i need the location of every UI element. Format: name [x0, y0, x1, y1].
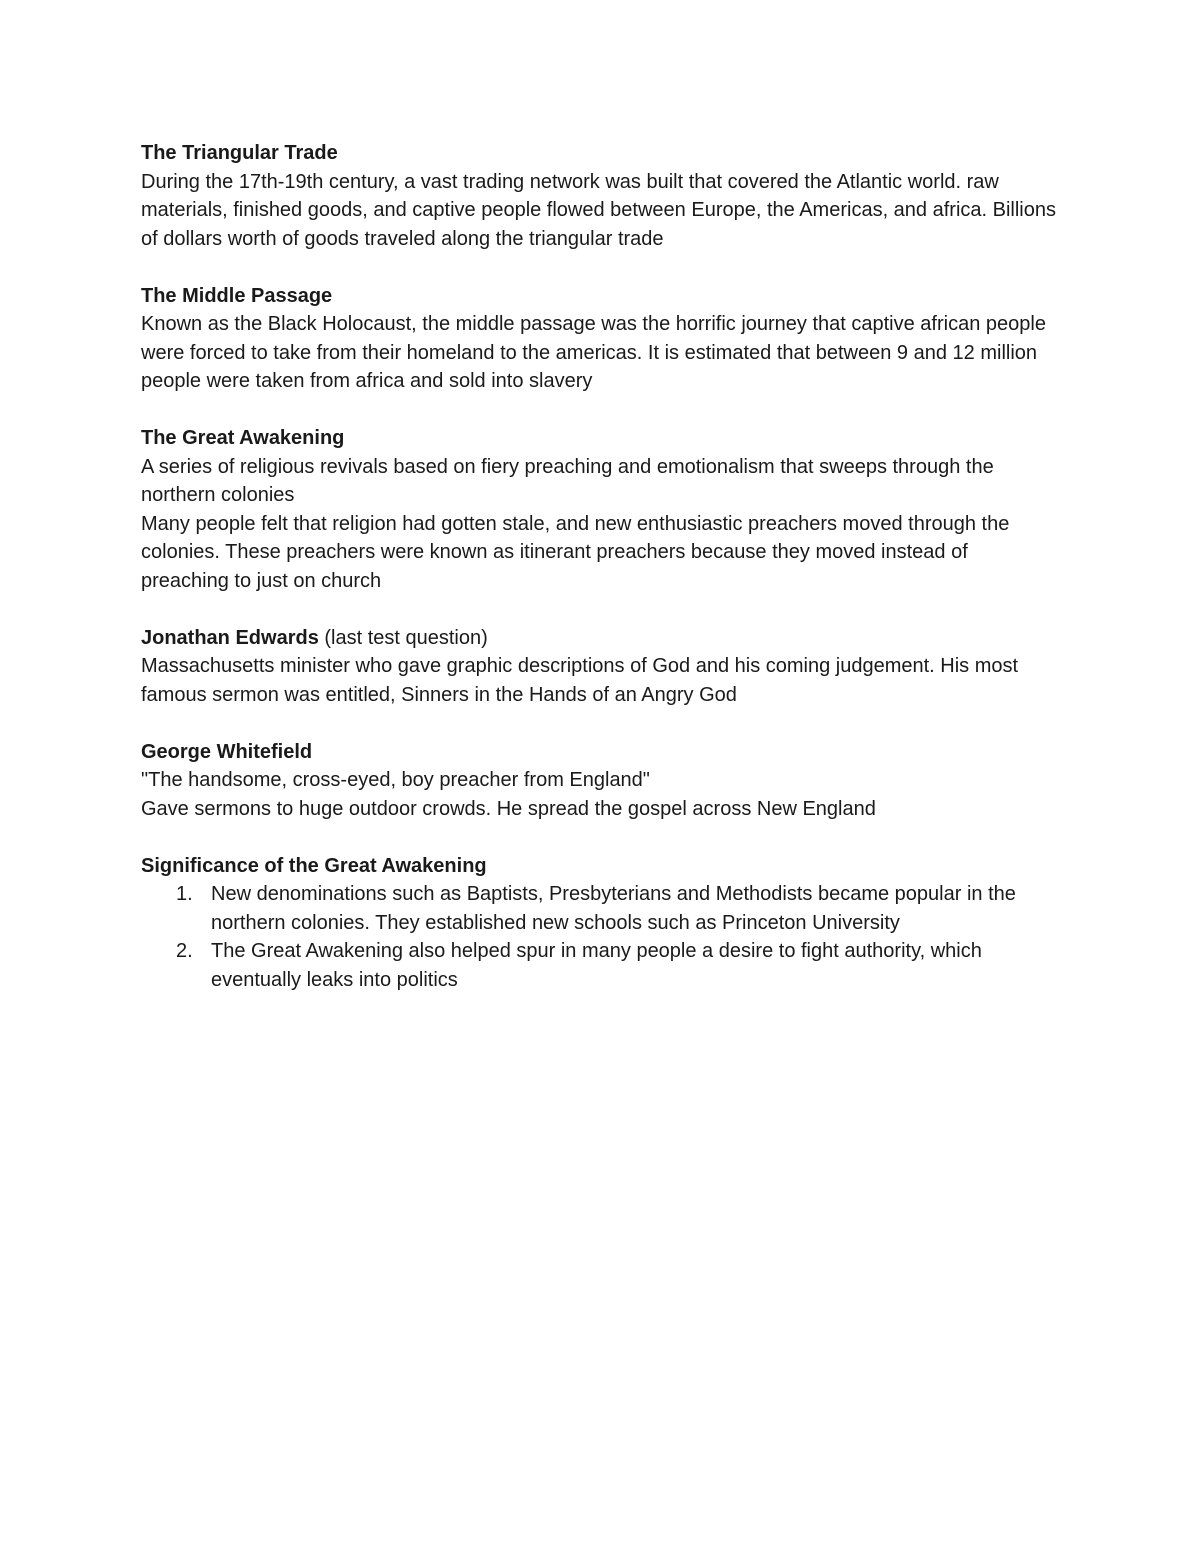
heading-note: (last test question) [318, 626, 488, 649]
section-heading: The Triangular Trade [141, 142, 338, 164]
section-heading: George Whitefield [141, 740, 313, 763]
section-heading: Significance of the Great Awakening [141, 854, 487, 877]
section-paragraph: Known as the Black Holocaust, the middle passage was the horrific journey that captive african people were forced to take from their homeland to the americas. It is estimated that between 9 and 12 million people were taken from africa and sold into slavery [141, 313, 1046, 392]
list-item [141, 880, 1061, 937]
section-george-whitefield [141, 738, 1061, 824]
numbered-list [141, 880, 1061, 994]
list-number: 2. [176, 940, 193, 962]
section-paragraph: Many people felt that religion had gotten stale, and new enthusiastic preachers moved through the colonies. These preachers were known as itinerant preachers because they moved instead of preaching to just on church [141, 512, 1010, 592]
list-item [141, 937, 1061, 994]
section-heading [141, 624, 1061, 653]
section-paragraph: A series of religious revivals based on fiery preaching and emotionalism that sweeps through the northern colonies [141, 455, 994, 506]
section-heading: The Great Awakening [141, 427, 345, 449]
list-item-text: The Great Awakening also helped spur in many people a desire to fight authority, which eventually leaks into politics [211, 940, 982, 991]
section-significance [141, 852, 1061, 995]
section-great-awakening [141, 424, 1061, 595]
section-middle-passage [141, 282, 1061, 396]
section-paragraph: During the 17th-19th century, a vast trading network was built that covered the Atlantic world. raw materials, finished goods, and captive people flowed between Europe, the Americas, and africa. Billions of dollars worth of goods traveled along the triangular trade [141, 170, 1056, 250]
list-number: 1. [176, 883, 193, 905]
section-jonathan-edwards [141, 624, 1061, 710]
section-triangular-trade [141, 139, 1061, 253]
list-item-text: New denominations such as Baptists, Presbyterians and Methodists became popular in the northern colonies. They established new schools such as Princeton University [211, 883, 1016, 934]
section-heading: The Middle Passage [141, 284, 333, 307]
section-paragraph: Massachusetts minister who gave graphic descriptions of God and his coming judgement. His most famous sermon was entitled, Sinners in the Hands of an Angry God [141, 655, 1019, 706]
section-paragraph: "The handsome, cross-eyed, boy preacher from England" [141, 769, 650, 791]
heading-text: Jonathan Edwards [141, 626, 319, 649]
document-page [141, 139, 1061, 1023]
section-paragraph: Gave sermons to huge outdoor crowds. He spread the gospel across New England [141, 797, 876, 820]
